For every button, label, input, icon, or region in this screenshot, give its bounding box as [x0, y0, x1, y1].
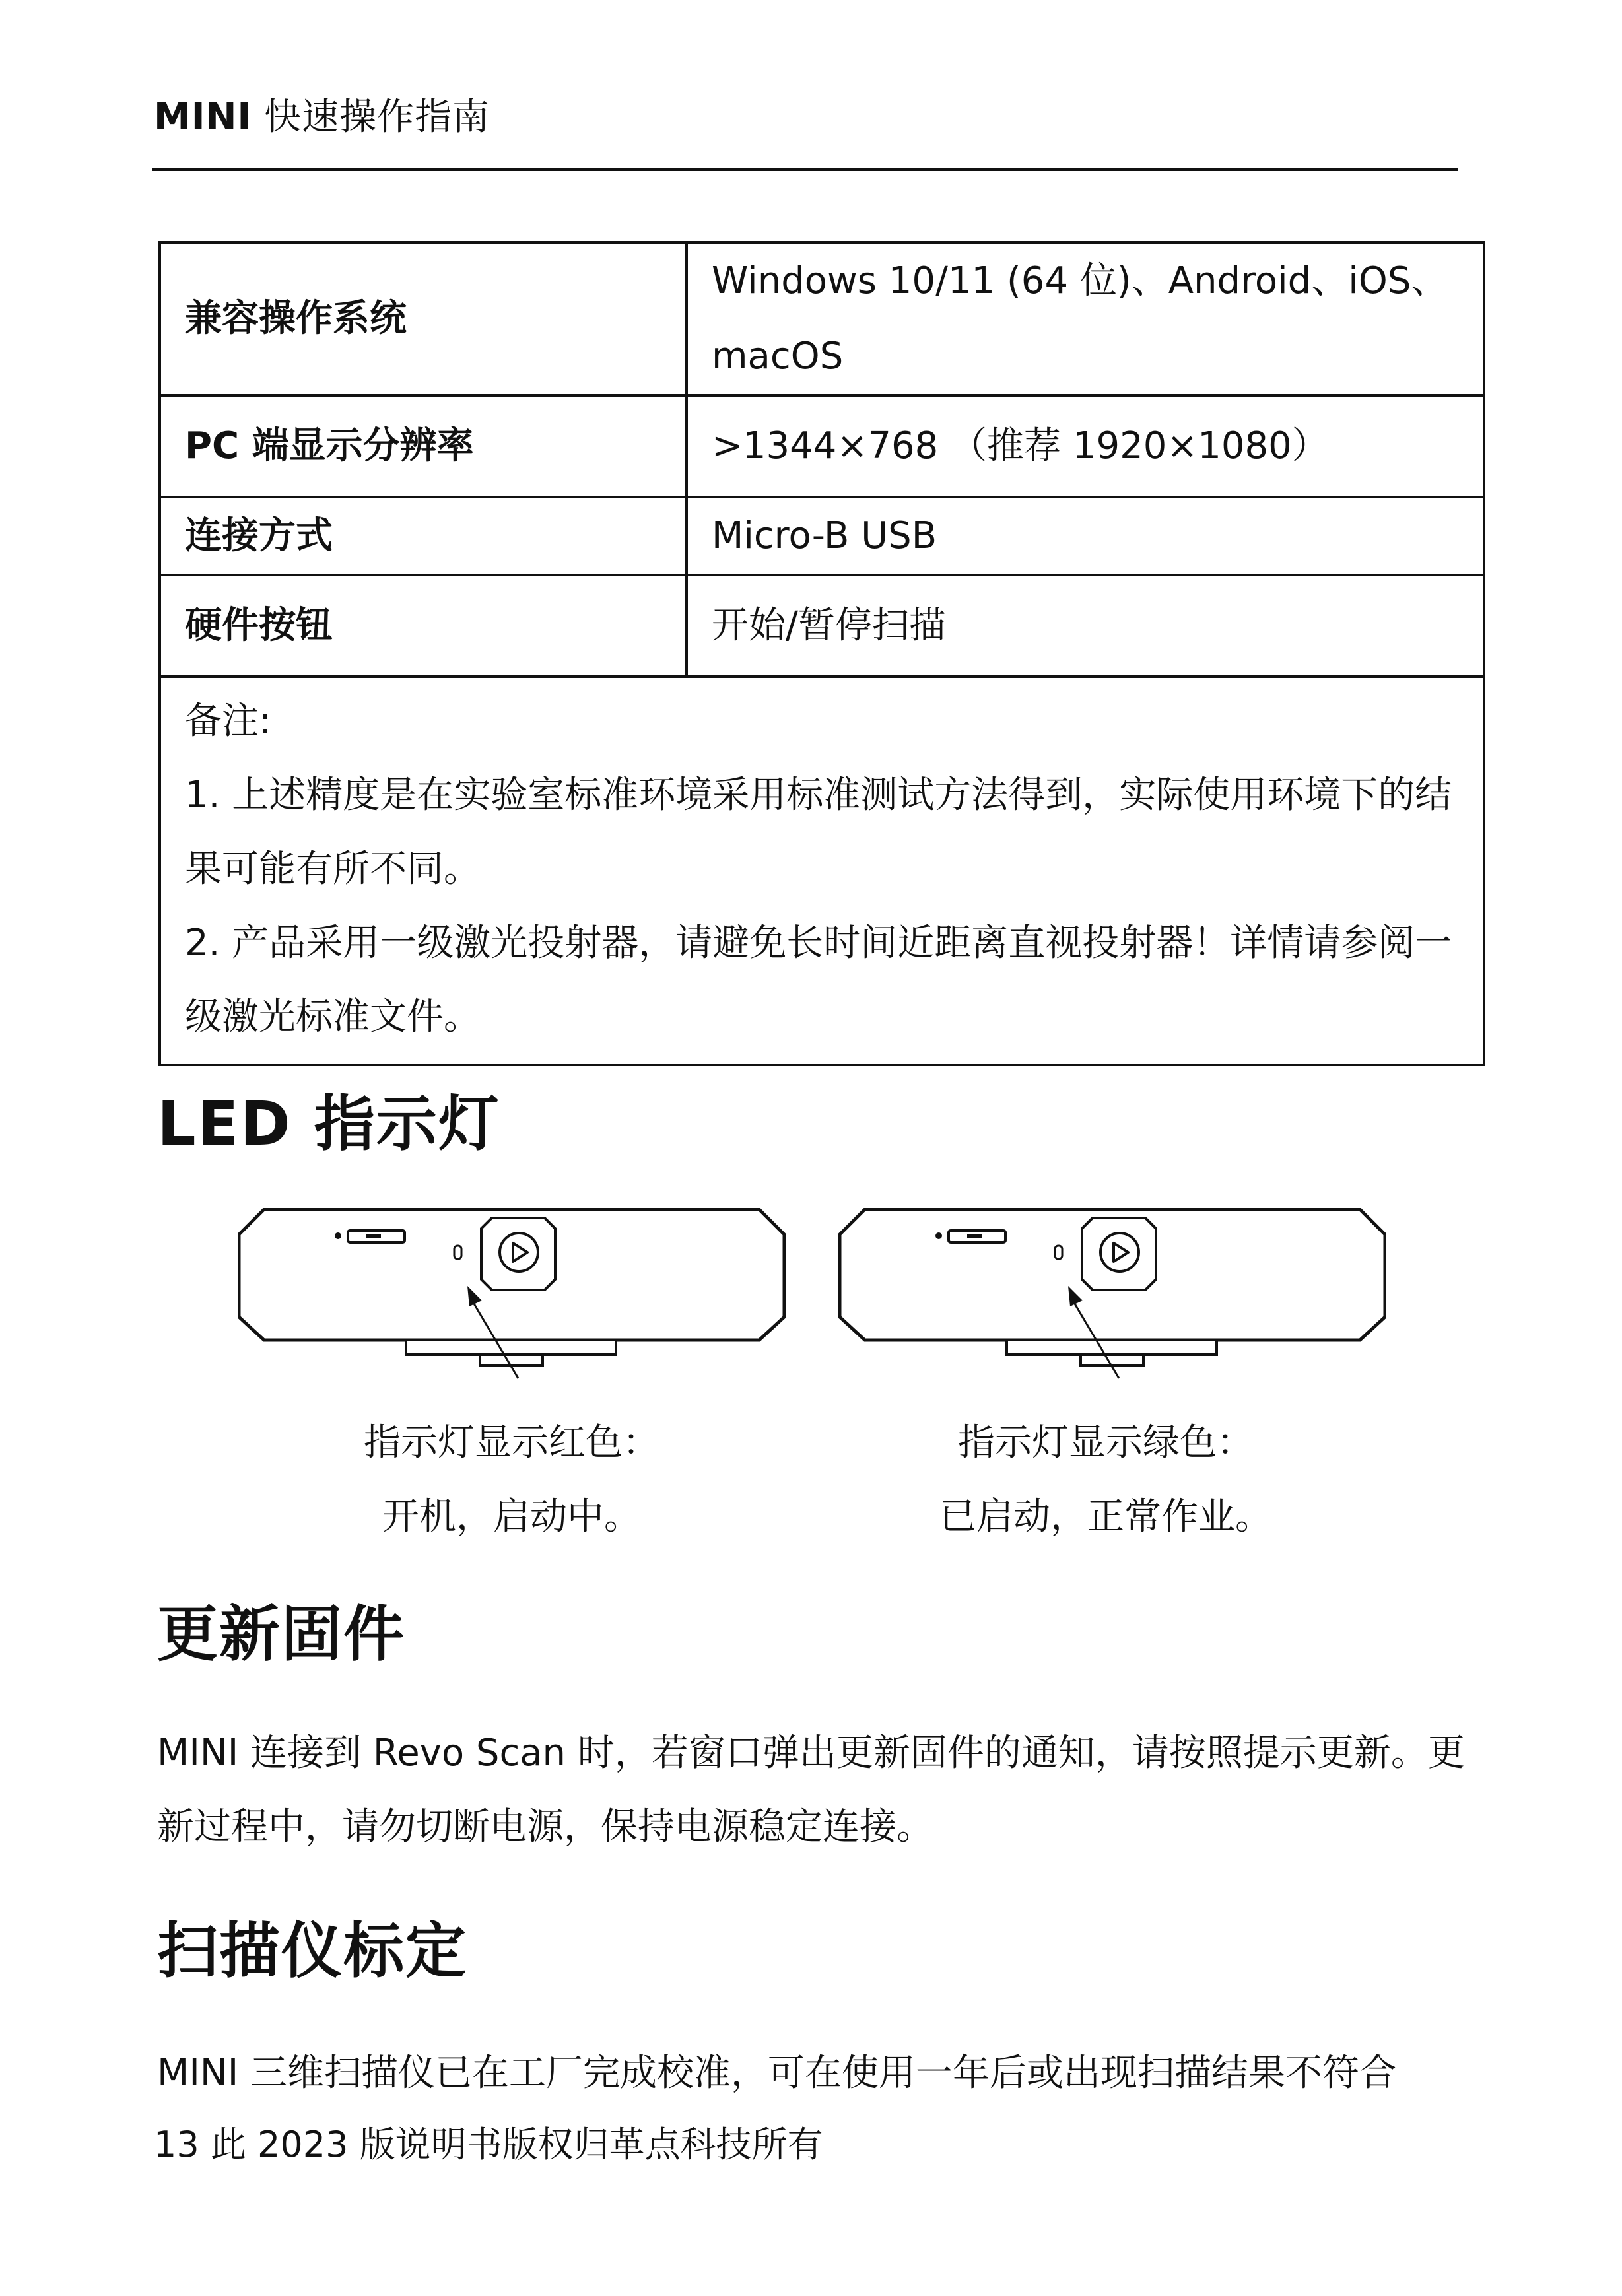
spec-key: PC 端显示分辨率: [160, 395, 687, 497]
spec-value: Micro-B USB: [687, 497, 1484, 575]
calibration-paragraph: MINI 三维扫描仪已在工厂完成校准，可在使用一年后或出现扫描结果不符合: [157, 2052, 1397, 2095]
table-row: [160, 497, 1484, 575]
spec-value: Windows 10/11 (64 位)、Android、iOS、macOS: [687, 242, 1484, 395]
calibration-heading: 扫描仪标定: [157, 1916, 468, 1986]
led-caption-green: [875, 1406, 1337, 1554]
caption-line: 已启动，正常作业。: [939, 1495, 1272, 1538]
header-title: 快速操作指南: [264, 96, 490, 139]
caption-line: 指示灯显示绿色：: [958, 1421, 1254, 1464]
caption-line: 开机，启动中。: [382, 1495, 641, 1538]
table-row: [160, 575, 1484, 677]
note-item: 1. 上述精度是在实验室标准环境采用标准测试方法得到，实际使用环境下的结果可能有所不同。: [185, 774, 1452, 891]
table-row: [160, 395, 1484, 497]
page-footer: 13 此 2023 版说明书版权归革点科技所有: [154, 2124, 823, 2165]
note-item: 2. 产品采用一级激光投射器，请避免长时间近距离直视投射器！详情请参阅一级激光标准文件。: [185, 922, 1452, 1038]
spec-value: >1344×768 （推荐 1920×1080）: [687, 395, 1484, 497]
scanner-device-illustration-green: [838, 1208, 1386, 1380]
header-model: MINI: [154, 96, 252, 139]
caption-line: 指示灯显示红色：: [364, 1421, 659, 1464]
table-row: [160, 242, 1484, 395]
spec-value: 开始/暂停扫描: [687, 575, 1484, 677]
spec-key: 连接方式: [160, 497, 687, 575]
spec-key: 兼容操作系统: [160, 242, 687, 395]
page-header: [154, 96, 490, 139]
spec-key: 硬件按钮: [160, 575, 687, 677]
scanner-device-illustration-red: [238, 1208, 786, 1380]
spec-table: [158, 241, 1485, 1066]
firmware-heading: 更新固件: [157, 1599, 406, 1670]
notes-label: 备注:: [185, 700, 271, 743]
notes-cell: [160, 677, 1484, 1065]
led-caption-red: [281, 1406, 743, 1554]
notes-row: [160, 677, 1484, 1065]
led-heading: LED 指示灯: [157, 1089, 500, 1159]
header-rule: [152, 168, 1458, 171]
firmware-paragraph: MINI 连接到 Revo Scan 时，若窗口弹出更新固件的通知，请按照提示更新。更新过程中，请勿切断电源，保持电源稳定连接。: [157, 1732, 1465, 1848]
